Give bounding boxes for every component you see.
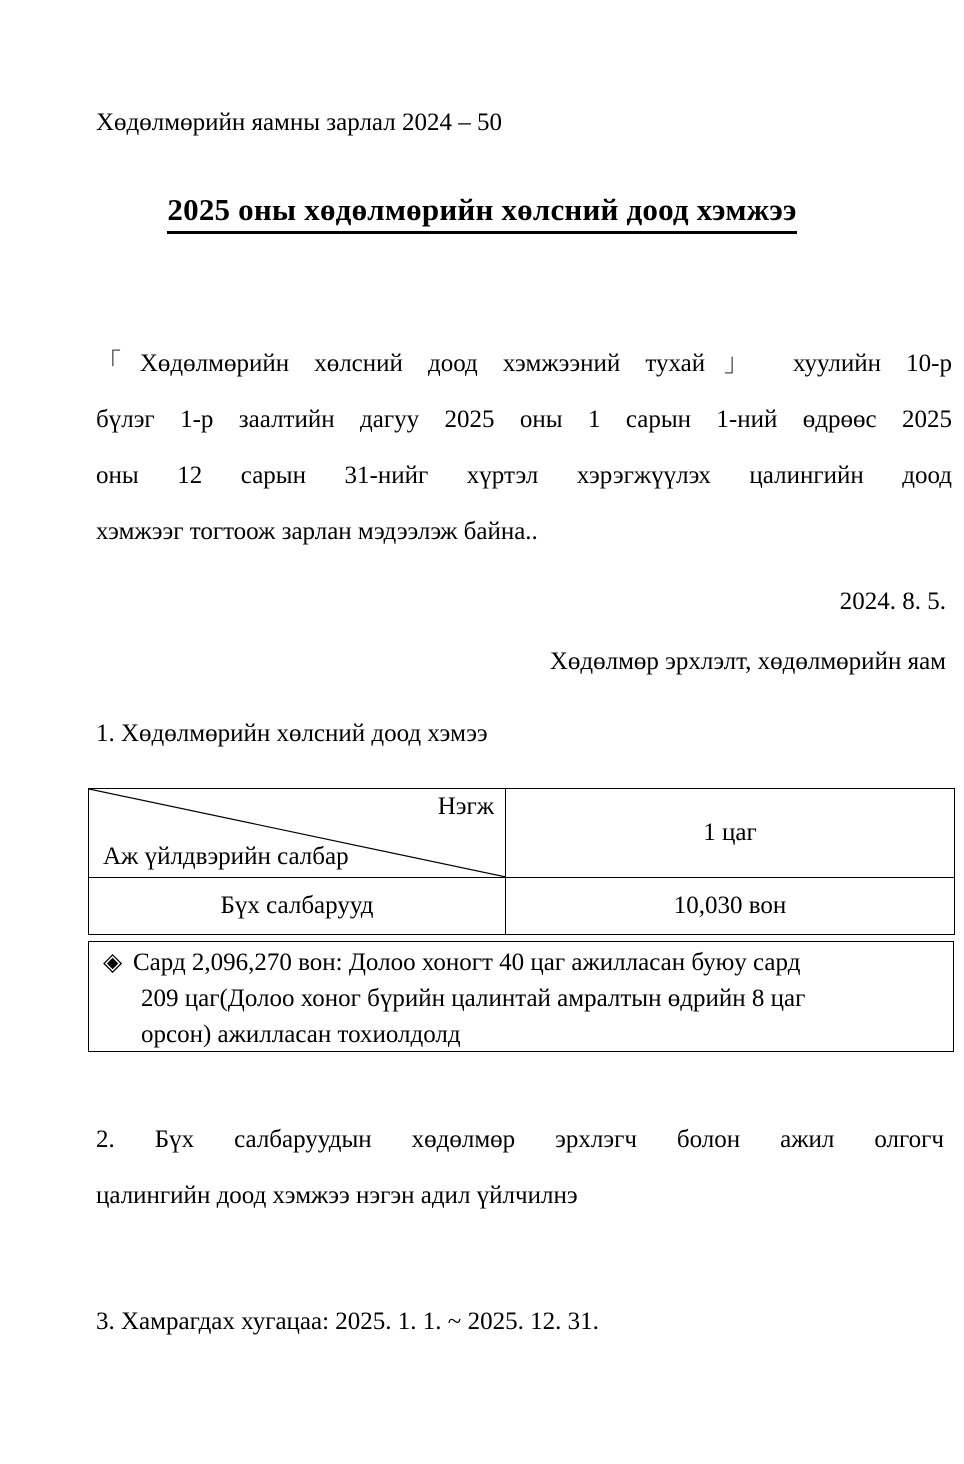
intro-line-1: 「Хөдөлмөрийн хөлсний доод хэмжээний тухай」 хуулийн 10-р [96, 350, 952, 377]
table-cell-amount: 10,030 вон [506, 878, 955, 935]
issue-date: 2024. 8. 5. [839, 588, 946, 615]
table-sector-label: Аж үйлдвэрийн салбар [103, 843, 349, 870]
document-header-line: Хөдөлмөрийн яамны зарлал 2024 – 50 [96, 109, 502, 136]
page-title [0, 192, 964, 234]
section-2-line-2: цалингийн доод хэмжээ нэгэн адил үйлчилнэ [96, 1182, 578, 1209]
section-1-heading: 1. Хөдөлмөрийн хөлсний доод хэмээ [96, 720, 488, 747]
section-2 [96, 1112, 944, 1224]
diagonal-header-cell [89, 789, 506, 877]
note-line-1-text: Сард 2,096,270 вон: Долоо хоногт 40 цаг ажилласан буюу сард [133, 949, 801, 976]
section-3-heading: 3. Хамрагдах хугацаа: 2025. 1. 1. ~ 2025. 12. 31. [96, 1308, 599, 1335]
intro-line-3: оны 12 сарын 31-нийг хүртэл хэрэгжүүлэх цалингийн доод [96, 462, 952, 489]
section-2-line-1: 2. Бүх салбаруудын хөдөлмөр эрхлэгч болон ажил олгогч [96, 1126, 944, 1153]
intro-paragraph [96, 336, 952, 560]
table-header-row [89, 789, 955, 878]
table-header-hour: 1 цаг [506, 789, 955, 878]
table-cell-sector: Бүх салбарууд [89, 878, 506, 935]
table-unit-label: Нэгж [437, 793, 494, 820]
note-line-3: орсон) ажилласан тохиолдолд [141, 1021, 461, 1048]
note-content [103, 945, 954, 1052]
minimum-wage-table [88, 788, 955, 935]
intro-line-4: хэмжээг тогтоож зарлан мэдээлэж байна.. [96, 518, 538, 545]
note-line-2: 209 цаг(Долоо хоног бүрийн цалинтай амралтын өдрийн 8 цаг [141, 985, 806, 1012]
page-title-text: 2025 оны хөдөлмөрийн хөлсний доод хэмжээ [167, 192, 796, 234]
issuing-organization: Хөдөлмөр эрхлэлт, хөдөлмөрийн яам [549, 648, 946, 675]
table-row [89, 878, 955, 935]
note-box [88, 941, 954, 1052]
intro-line-2: бүлэг 1-р заалтийн дагуу 2025 оны 1 сарын 1-ний өдрөөс 2025 [96, 406, 952, 433]
table-header-split-cell [89, 789, 506, 878]
diamond-bullet-icon: ◈ [103, 949, 123, 976]
note-line-1 [103, 945, 954, 981]
